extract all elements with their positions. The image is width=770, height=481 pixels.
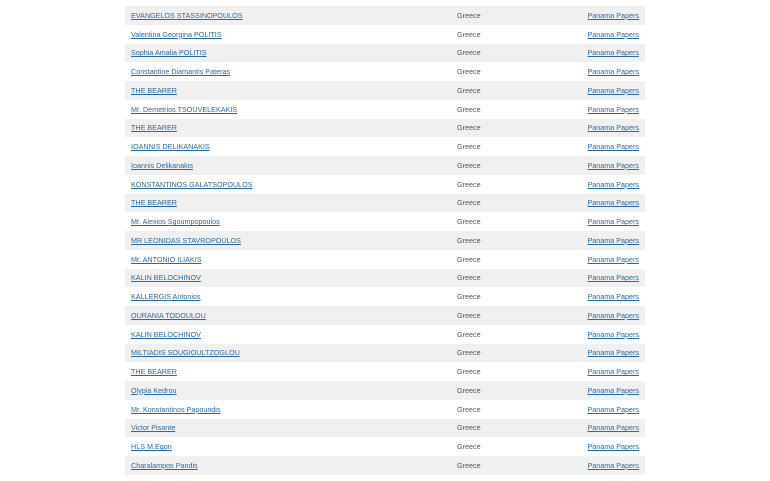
- source-cell: [557, 123, 645, 132]
- entity-name-cell: [125, 236, 457, 245]
- country-cell: Greece: [457, 423, 481, 433]
- table-row: [125, 44, 645, 63]
- table-row: [125, 81, 645, 100]
- entity-name-cell: [125, 67, 457, 76]
- source-link[interactable]: Panama Papers: [587, 329, 639, 339]
- source-link[interactable]: Panama Papers: [587, 29, 639, 39]
- table-row: [125, 194, 645, 213]
- source-link[interactable]: Panama Papers: [587, 273, 639, 283]
- country-cell: Greece: [457, 104, 481, 114]
- entity-name-cell: [125, 386, 457, 395]
- source-link[interactable]: Panama Papers: [587, 404, 639, 414]
- source-link[interactable]: Panama Papers: [587, 442, 639, 452]
- source-cell: [557, 255, 645, 264]
- table-row: [125, 419, 645, 438]
- entity-name-link[interactable]: MR LEONIDAS STAVROPOULOS: [131, 235, 241, 245]
- country-cell: Greece: [457, 10, 481, 20]
- entity-name-link[interactable]: Constantine Diamantis Pateras: [131, 67, 231, 77]
- table-row: [125, 231, 645, 250]
- source-link[interactable]: Panama Papers: [587, 142, 639, 152]
- entity-name-cell: [125, 48, 457, 57]
- source-link[interactable]: Panama Papers: [587, 123, 639, 133]
- table-row: [125, 119, 645, 138]
- source-link[interactable]: Panama Papers: [587, 217, 639, 227]
- entity-name-link[interactable]: Mr. Konstantinos Papoundis: [131, 404, 221, 414]
- entity-name-cell: [125, 255, 457, 264]
- entity-name-link[interactable]: OURANIA TODOULOU: [131, 310, 206, 320]
- source-cell: [557, 30, 645, 39]
- entity-name-cell: [125, 330, 457, 339]
- country-cell: Greece: [457, 329, 481, 339]
- entity-name-link[interactable]: EVANGELOS STASSINOPOULOS: [131, 10, 243, 20]
- source-link[interactable]: Panama Papers: [587, 367, 639, 377]
- source-link[interactable]: Panama Papers: [587, 179, 639, 189]
- entity-name-cell: [125, 461, 457, 470]
- source-link[interactable]: Panama Papers: [587, 423, 639, 433]
- source-cell: [557, 330, 645, 339]
- entity-name-cell: [125, 311, 457, 320]
- entity-name-link[interactable]: Victor Pisante: [131, 423, 176, 433]
- entity-name-cell: [125, 292, 457, 301]
- entity-name-link[interactable]: KALIN BELOCHINOV: [131, 273, 201, 283]
- country-cell: Greece: [457, 48, 481, 58]
- country-cell: Greece: [457, 67, 481, 77]
- source-link[interactable]: Panama Papers: [587, 254, 639, 264]
- entity-name-link[interactable]: KALLERGIS Antonios: [131, 292, 201, 302]
- entity-name-link[interactable]: Mr. Demetrios TSOUVELEKAKIS: [131, 104, 238, 114]
- entity-name-link[interactable]: THE BEARER: [131, 123, 177, 133]
- source-link[interactable]: Panama Papers: [587, 385, 639, 395]
- source-cell: [557, 105, 645, 114]
- source-link[interactable]: Panama Papers: [587, 235, 639, 245]
- entity-name-link[interactable]: KALIN BELOCHINOV: [131, 329, 201, 339]
- country-cell: Greece: [457, 254, 481, 264]
- results-table: [125, 6, 645, 475]
- entity-name-link[interactable]: Charalampos Pandis: [131, 460, 198, 470]
- entity-name-cell: [125, 198, 457, 207]
- source-link[interactable]: Panama Papers: [587, 67, 639, 77]
- source-cell: [557, 423, 645, 432]
- entity-name-cell: [125, 367, 457, 376]
- entity-name-cell: [125, 105, 457, 114]
- source-cell: [557, 236, 645, 245]
- source-cell: [557, 292, 645, 301]
- source-cell: [557, 11, 645, 20]
- entity-name-link[interactable]: Valentina Georgina POLITIS: [131, 29, 222, 39]
- entity-name-cell: [125, 217, 457, 226]
- source-cell: [557, 198, 645, 207]
- source-cell: [557, 86, 645, 95]
- entity-name-link[interactable]: Mr. Alexios Sgoumpopoulos: [131, 217, 220, 227]
- table-row: [125, 100, 645, 119]
- source-link[interactable]: Panama Papers: [587, 160, 639, 170]
- source-cell: [557, 48, 645, 57]
- source-cell: [557, 348, 645, 357]
- entity-name-link[interactable]: THE BEARER: [131, 367, 177, 377]
- source-link[interactable]: Panama Papers: [587, 10, 639, 20]
- source-link[interactable]: Panama Papers: [587, 292, 639, 302]
- country-cell: Greece: [457, 235, 481, 245]
- source-cell: [557, 273, 645, 282]
- country-cell: Greece: [457, 160, 481, 170]
- source-cell: [557, 386, 645, 395]
- country-cell: Greece: [457, 217, 481, 227]
- country-cell: Greece: [457, 85, 481, 95]
- country-cell: Greece: [457, 460, 481, 470]
- entity-name-link[interactable]: MILTIADIS SOUGIOULTZOGLOU: [131, 348, 240, 358]
- country-cell: Greece: [457, 367, 481, 377]
- entity-name-link[interactable]: Olypia Kedrou: [131, 385, 177, 395]
- entity-name-cell: [125, 405, 457, 414]
- table-row: [125, 287, 645, 306]
- table-row: [125, 62, 645, 81]
- table-row: [125, 325, 645, 344]
- table-row: [125, 25, 645, 44]
- source-cell: [557, 405, 645, 414]
- source-cell: [557, 367, 645, 376]
- entity-name-cell: [125, 423, 457, 432]
- country-cell: Greece: [457, 142, 481, 152]
- source-link[interactable]: Panama Papers: [587, 85, 639, 95]
- source-cell: [557, 161, 645, 170]
- table-row: [125, 156, 645, 175]
- source-cell: [557, 67, 645, 76]
- country-cell: Greece: [457, 310, 481, 320]
- table-row: [125, 269, 645, 288]
- country-cell: Greece: [457, 123, 481, 133]
- table-row: [125, 6, 645, 25]
- table-row: [125, 212, 645, 231]
- table-row: [125, 362, 645, 381]
- source-cell: [557, 217, 645, 226]
- entity-name-cell: [125, 273, 457, 282]
- table-row: [125, 344, 645, 363]
- source-link[interactable]: Panama Papers: [587, 310, 639, 320]
- entity-name-cell: [125, 11, 457, 20]
- source-link[interactable]: Panama Papers: [587, 48, 639, 58]
- entity-name-link[interactable]: HLS M.Egon: [131, 442, 172, 452]
- source-cell: [557, 142, 645, 151]
- entity-name-link[interactable]: Ioannis Delikanakis: [131, 160, 193, 170]
- source-link[interactable]: Panama Papers: [587, 460, 639, 470]
- source-cell: [557, 461, 645, 470]
- source-link[interactable]: Panama Papers: [587, 198, 639, 208]
- source-cell: [557, 311, 645, 320]
- entity-name-link[interactable]: IOANNIS DELIKANAKIS: [131, 142, 210, 152]
- country-cell: Greece: [457, 292, 481, 302]
- table-row: [125, 175, 645, 194]
- table-row: [125, 381, 645, 400]
- country-cell: Greece: [457, 442, 481, 452]
- table-row: [125, 400, 645, 419]
- entity-name-link[interactable]: THE BEARER: [131, 198, 177, 208]
- entity-name-cell: [125, 142, 457, 151]
- country-cell: Greece: [457, 29, 481, 39]
- entity-name-link[interactable]: KONSTANTINOS GALATSOPOULOS: [131, 179, 253, 189]
- entity-name-link[interactable]: Mr. ANTONIO ILIAKIS: [131, 254, 202, 264]
- table-row: [125, 250, 645, 269]
- source-link[interactable]: Panama Papers: [587, 348, 639, 358]
- table-row: [125, 456, 645, 475]
- table-row: [125, 306, 645, 325]
- country-cell: Greece: [457, 198, 481, 208]
- table-row: [125, 437, 645, 456]
- entity-name-cell: [125, 180, 457, 189]
- entity-name-cell: [125, 348, 457, 357]
- table-row: [125, 137, 645, 156]
- source-cell: [557, 180, 645, 189]
- entity-name-cell: [125, 86, 457, 95]
- entity-name-link[interactable]: THE BEARER: [131, 85, 177, 95]
- source-cell: [557, 442, 645, 451]
- entity-name-cell: [125, 161, 457, 170]
- country-cell: Greece: [457, 385, 481, 395]
- country-cell: Greece: [457, 273, 481, 283]
- country-cell: Greece: [457, 179, 481, 189]
- country-cell: Greece: [457, 404, 481, 414]
- source-link[interactable]: Panama Papers: [587, 104, 639, 114]
- entity-name-cell: [125, 123, 457, 132]
- entity-name-cell: [125, 30, 457, 39]
- entity-name-link[interactable]: Sophia Amalia POLITIS: [131, 48, 207, 58]
- country-cell: Greece: [457, 348, 481, 358]
- entity-name-cell: [125, 442, 457, 451]
